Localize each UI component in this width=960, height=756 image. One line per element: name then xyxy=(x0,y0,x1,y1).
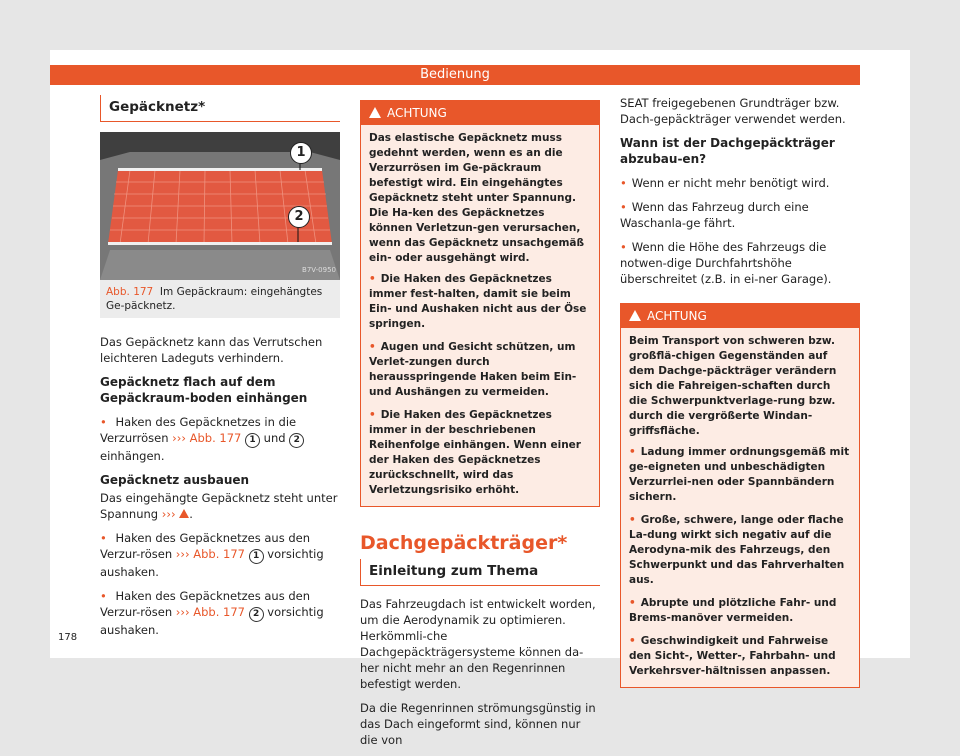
ref-number-1: 1 xyxy=(249,549,264,564)
ref-link[interactable] xyxy=(162,507,189,521)
paragraph: Da die Regenrinnen strömungsgünstig in das Dach eingeformt sind, können nur die von xyxy=(360,701,596,747)
figure-marker-1: 1 xyxy=(290,142,312,164)
figure-marker-2: 2 xyxy=(288,206,310,228)
ref-abb: Abb. 177 xyxy=(193,605,245,619)
bullet-text: Haken des Gepäcknetzes aus den Verzur-rösen xyxy=(100,531,311,561)
ref-arrow: ››› xyxy=(172,431,186,445)
section-title: Einleitung zum Thema xyxy=(360,559,600,586)
ref-link[interactable] xyxy=(172,431,241,445)
warning-title: ACHTUNG xyxy=(647,309,707,323)
warning-item: • Augen und Gesicht schützen, um Verlet-zungen durch herausspringende Haken beim Ein- und Aushängen zu vermeiden. xyxy=(369,340,591,400)
figure-code: B7V-0950 xyxy=(302,266,336,274)
bullet-text: Haken des Gepäcknetzes aus den Verzur-rösen xyxy=(100,589,311,619)
warning-item: • Die Haken des Gepäcknetzes immer in der beschriebenen Reihenfolge einhängen. Wenn einer der Haken des Gepäcknetzes zurückschnellt, wird das Verletzungsrisiko erhöht. xyxy=(369,408,591,498)
warning-header xyxy=(361,101,599,125)
ref-number-2: 2 xyxy=(289,433,304,448)
bullet-text: Haken des Gepäcknetzes in die Verzurrösen xyxy=(100,415,297,445)
list-item: • Wenn er nicht mehr benötigt wird. xyxy=(620,175,860,191)
section-title: Gepäcknetz* xyxy=(100,95,340,122)
subheading-remove: Gepäcknetz ausbauen xyxy=(100,473,250,487)
column-1 xyxy=(100,95,340,646)
list-item xyxy=(100,588,340,638)
column-3 xyxy=(620,95,860,688)
warning-header xyxy=(621,304,859,328)
ref-number-2: 2 xyxy=(249,607,264,622)
warning-item: • Geschwindigkeit und Fahrweise den Sicht-, Wetter-, Fahrbahn- und Verkehrsver-hältnissen anpassen. xyxy=(629,634,851,679)
warning-title: ACHTUNG xyxy=(387,106,447,120)
ref-arrow: ››› xyxy=(175,547,190,561)
bullet-text: einhängen. xyxy=(100,449,165,463)
ref-abb: Abb. 177 xyxy=(189,431,242,445)
ref-arrow: ››› xyxy=(161,507,176,521)
warning-item: • Ladung immer ordnungsgemäß mit ge-eigneten und unbeschädigten Verzurrlei-nen oder Spannbändern sichern. xyxy=(629,445,851,505)
figure-caption xyxy=(100,280,340,318)
warning-icon xyxy=(369,107,381,118)
list-item xyxy=(100,530,340,580)
list-item xyxy=(100,414,340,464)
page-header: Bedienung xyxy=(50,65,860,85)
warning-text: Beim Transport von schweren bzw. großflä-chigen Gegenständen auf dem Dachge-päckträger verändern sich die Fahreigen-schaften durch die Schwerpunktverlage-rung bzw. durch die vergrößerte Windan-griffsfläche. xyxy=(629,335,837,437)
ref-abb: Abb. 177 xyxy=(193,547,245,561)
paragraph: Das eingehängte Gepäcknetz steht unter Spannung ››› . xyxy=(100,491,338,521)
paragraph-text: Das eingehängte Gepäcknetz steht unter Spannung xyxy=(100,491,338,521)
ref-link[interactable] xyxy=(176,547,245,561)
paragraph: SEAT freigegebenen Grundträger bzw. Dach-gepäckträger verwendet werden. xyxy=(620,96,846,126)
list-item: • Wenn das Fahrzeug durch eine Waschanla-ge fährt. xyxy=(620,199,860,231)
column-2 xyxy=(360,100,600,756)
subheading-flat: Gepäcknetz flach auf dem Gepäckraum-boden einhängen xyxy=(100,375,308,405)
intro-text: Das Gepäcknetz kann das Verrutschen leichteren Ladeguts verhindern. xyxy=(100,335,323,365)
warning-box xyxy=(360,100,600,507)
warning-body xyxy=(621,328,859,687)
ref-arrow: ››› xyxy=(175,605,190,619)
list-item: • Wenn die Höhe des Fahrzeugs die notwen-dige Durchfahrtshöhe überschreitet (z.B. in ei-ner Garage). xyxy=(620,239,860,287)
page-number: 178 xyxy=(58,632,78,643)
warning-text: Das elastische Gepäcknetz muss gedehnt werden, wenn es an die Verzurrösen im Ge-päckraum befestigt wird. Ein eingehängtes Gepäcknetz steht unter Spannung. Die Ha-ken des Gepäcknetzes können Verletzun-gen verursachen, wenn das Gepäcknetz unsachgemäß ein- oder ausgehängt wird. xyxy=(369,132,585,264)
bullet-text: und xyxy=(263,431,286,445)
chapter-title: Dachgepäckträger* xyxy=(360,532,568,554)
bullet-text: vorsichtig aushaken. xyxy=(100,605,324,637)
ref-number-1: 1 xyxy=(245,433,260,448)
caption-label: Abb. 177 xyxy=(106,286,154,298)
cargo-net-photo xyxy=(100,132,340,280)
caption-text: Im Gepäckraum: eingehängtes Ge-päcknetz. xyxy=(106,286,323,312)
question-heading: Wann ist der Dachgepäckträger abzubau-en? xyxy=(620,136,835,166)
warning-icon xyxy=(629,310,641,321)
ref-link[interactable] xyxy=(176,605,245,619)
warning-item: • Große, schwere, lange oder flache La-dung wirkt sich negativ auf die Aerodyna-mik des Fahrzeugs, den Schwerpunkt und das Fahrverhalten aus. xyxy=(629,513,851,588)
bullet-text: vorsichtig aushaken. xyxy=(100,547,324,579)
paragraph: Das Fahrzeugdach ist entwickelt worden, um die Aerodynamik zu optimieren. Herkömmli-che Dachgepäckträgersysteme können da-her nicht mehr an den Regenrinnen befestigt werden. xyxy=(360,597,596,691)
warning-body xyxy=(361,125,599,506)
warning-ref-icon xyxy=(179,509,189,518)
warning-item: • Abrupte und plötzliche Fahr- und Brems-manöver vermeiden. xyxy=(629,596,851,626)
warning-box xyxy=(620,303,860,688)
warning-item: • Die Haken des Gepäcknetzes immer fest-halten, damit sie beim Ein- und Aushaken nicht aus der Öse springen. xyxy=(369,272,591,332)
